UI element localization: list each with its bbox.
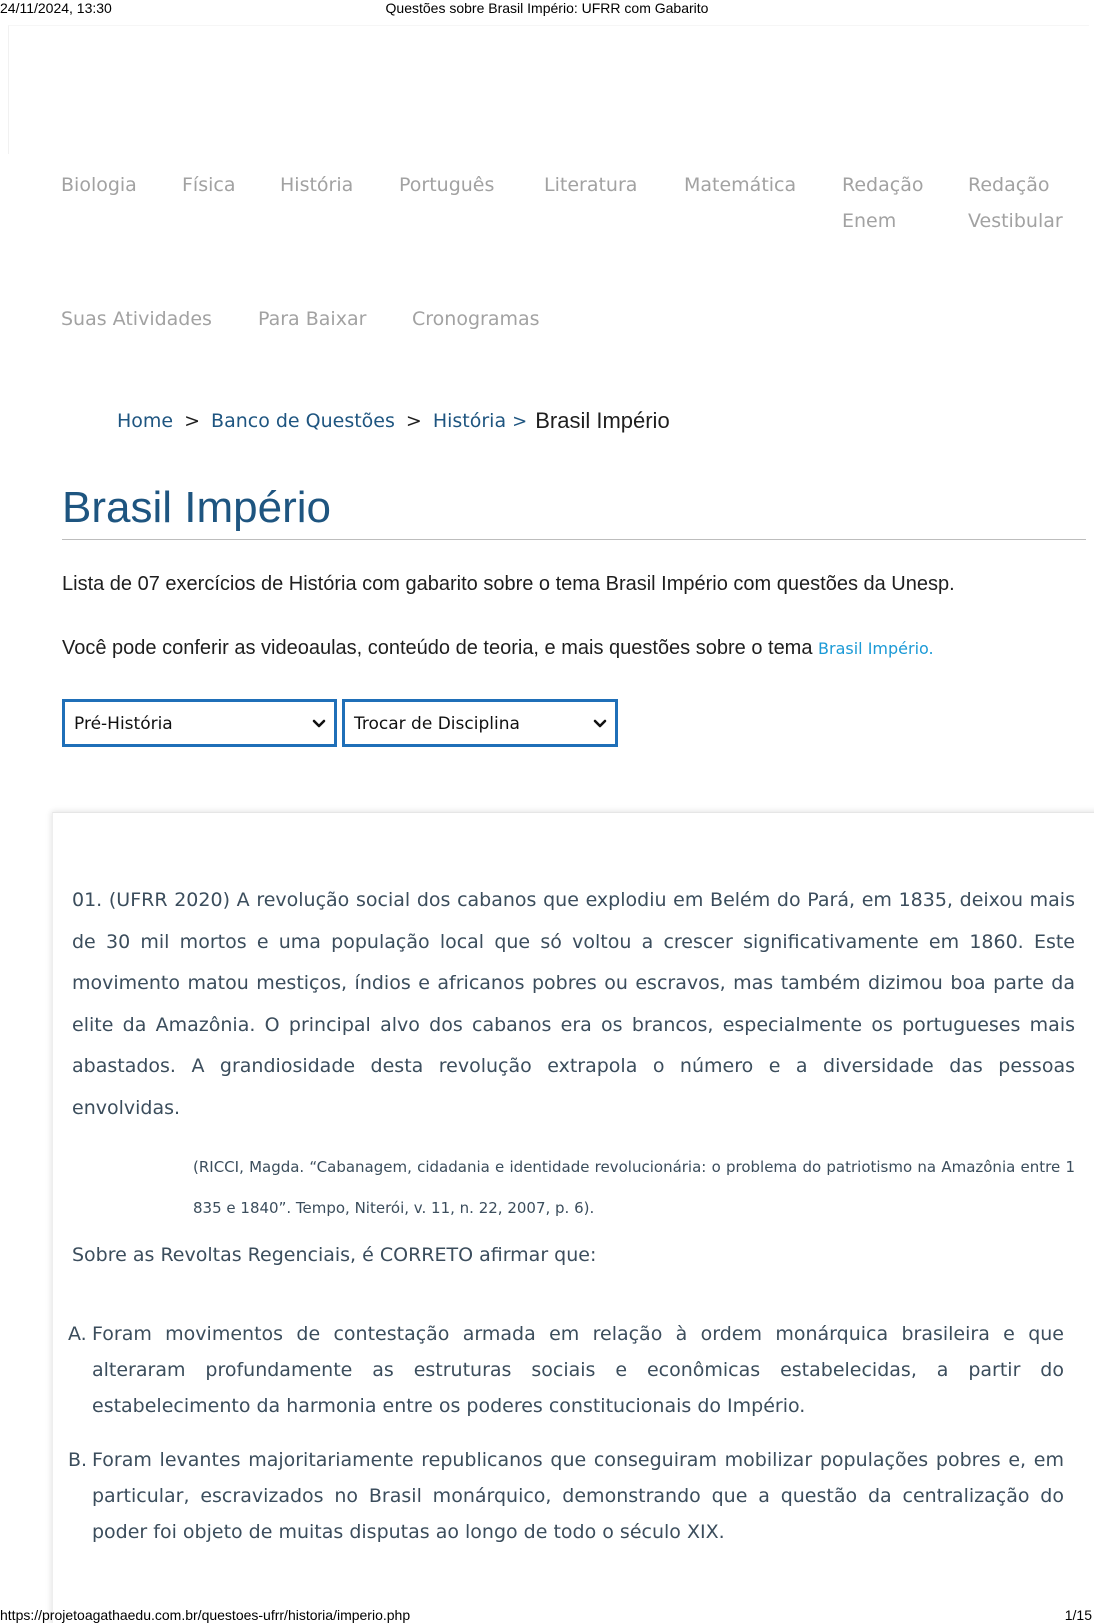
chevron-down-icon <box>593 719 607 729</box>
print-header <box>0 0 1094 16</box>
answer-option-b[interactable] <box>68 1442 1064 1550</box>
chevron-down-icon <box>312 719 326 729</box>
option-letter: A. <box>68 1323 87 1345</box>
breadcrumb-home[interactable]: Home <box>117 410 174 432</box>
nav-item-redacao-enem[interactable] <box>842 167 923 239</box>
breadcrumb-separator: > <box>512 410 528 432</box>
print-footer <box>0 1607 1094 1623</box>
nav-item-matematica[interactable]: Matemática <box>684 174 797 196</box>
question-citation: (RICCI, Magda. “Cabanagem, cidadania e identidade revolucionária: o problema do patriotismo na Amazônia entre 1835 e 1840”. Tempo, Niterói, v. 11, n. 22, 2007, p. 6). <box>193 1158 1075 1217</box>
nav-item-redacao-enem-line2: Enem <box>842 210 897 232</box>
question-prompt: Sobre as Revoltas Regenciais, é CORRETO afirmar que: <box>72 1244 597 1266</box>
logo-area <box>8 25 1089 154</box>
option-text: Foram levantes majoritariamente republicanos que conseguiram mobilizar populações pobres e, em particular, escravizados no Brasil monárquico, demonstrando que a questão da centralização do poder foi objeto de muitas disputas ao longo de todo o século XIX. <box>92 1449 1064 1543</box>
intro-topic-link[interactable]: Brasil Império. <box>818 639 934 658</box>
answer-option-a[interactable] <box>68 1316 1064 1424</box>
option-letter: B. <box>68 1449 88 1471</box>
breadcrumb <box>117 405 670 437</box>
intro-topic: Brasil Império <box>605 573 728 595</box>
nav-item-literatura[interactable]: Literatura <box>544 174 638 196</box>
breadcrumb-separator: > <box>405 410 422 432</box>
print-page-indicator: 1/15 <box>1064 1607 1092 1623</box>
breadcrumb-historia[interactable]: História <box>432 410 507 432</box>
intro-line-1 <box>62 573 955 596</box>
nav-item-biologia[interactable]: Biologia <box>61 174 137 196</box>
page-title: Brasil Império <box>62 483 331 532</box>
discipline-select[interactable] <box>342 699 618 747</box>
nav-item-redacao-vestibular[interactable] <box>968 167 1063 239</box>
nav-item-para-baixar[interactable]: Para Baixar <box>258 308 367 330</box>
title-divider <box>62 539 1086 540</box>
nav-item-historia[interactable]: História <box>280 174 354 196</box>
intro-line-1-pre: Lista de 07 exercícios de História com gabarito sobre o tema <box>62 573 606 595</box>
option-text: Foram movimentos de contestação armada em relação à ordem monárquica brasileira e que alteraram profundamente as estruturas sociais e econômicas estabelecidas, a partir do estabelecimento da harmonia entre os poderes constitucionais do Império. <box>92 1323 1064 1417</box>
discipline-select-value: Trocar de Disciplina <box>354 714 520 734</box>
nav-item-suas-atividades[interactable]: Suas Atividades <box>61 308 212 330</box>
breadcrumb-current: Brasil Império <box>535 408 670 433</box>
nav-item-redacao-vestibular-line2: Vestibular <box>968 210 1063 232</box>
topic-select-value: Pré-História <box>74 714 173 734</box>
print-document-title: Questões sobre Brasil Império: UFRR com Gabarito <box>385 0 709 16</box>
intro-line-2 <box>62 637 934 660</box>
nav-item-fisica[interactable]: Física <box>182 174 236 196</box>
print-datetime: 24/11/2024, 13:30 <box>0 0 112 16</box>
nav-item-redacao-enem-line1: Redação <box>842 174 924 196</box>
nav-item-portugues[interactable]: Português <box>399 174 495 196</box>
topic-select[interactable] <box>62 699 337 747</box>
intro-line-2-pre: Você pode conferir as videoaulas, conteúdo de teoria, e mais questões sobre o tema <box>62 637 819 659</box>
nav-item-cronogramas[interactable]: Cronogramas <box>412 308 540 330</box>
breadcrumb-separator: > <box>184 410 201 432</box>
question-text: 01. (UFRR 2020) A revolução social dos cabanos que explodiu em Belém do Pará, em 1835, deixou mais de 30 mil mortos e uma população local que só voltou a crescer significativamente em 1860. Este movimento matou mestiços, índios e africanos pobres ou escravos, mas também dizimou boa parte da elite da Amazônia. O principal alvo dos cabanos era os brancos, especialmente os portugueses mais abastados. A grandiosidade desta revolução extrapola o número e a diversidade das pessoas envolvidas. <box>72 889 1075 1119</box>
nav-item-redacao-vestibular-line1: Redação <box>968 174 1050 196</box>
intro-line-1-post: com questões da Unesp. <box>727 573 955 595</box>
print-url: https://projetoagathaedu.com.br/questoes-ufrr/historia/imperio.php <box>0 1607 411 1623</box>
breadcrumb-banco-de-questoes[interactable]: Banco de Questões <box>211 410 395 432</box>
